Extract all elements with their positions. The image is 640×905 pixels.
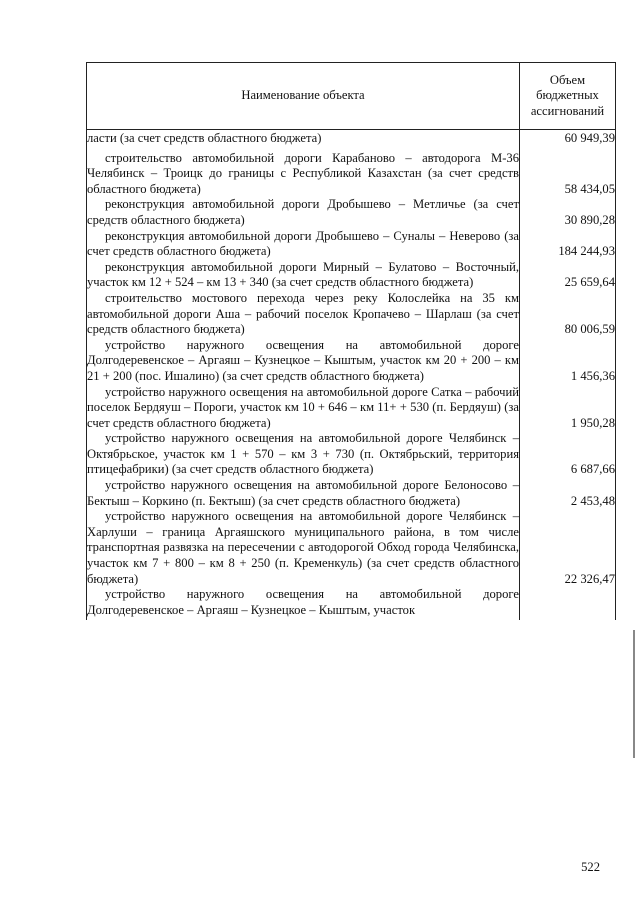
table-header-row [87,63,616,130]
amount-cell: 60 949,39 [520,130,616,151]
table-row [87,478,616,509]
amount-cell: 6 687,66 [520,431,616,478]
amount-cell: 25 659,64 [520,260,616,291]
header-object-name: Наименование объекта [87,63,520,130]
object-name-cell: строительство мостового перехода через реку Колослейка на 35 км автомобильной дороги Аша – рабочий поселок Кропачево – Шарлаш (за счет средств областного бюджета) [87,290,519,337]
table-row [87,197,616,228]
header-budget-allocations: Объем бюджетных ассигнований [520,63,616,130]
table-row [87,260,616,291]
amount-cell [520,587,616,620]
table-row [87,151,616,198]
amount-cell: 1 950,28 [520,385,616,432]
object-name-cell: реконструкция автомобильной дороги Мирный – Булатово – Восточный, участок км 12 + 524 – км 13 + 340 (за счет средств областного бюджета) [87,259,519,290]
amount-cell: 184 244,93 [520,229,616,260]
budget-table [86,62,616,620]
amount-cell: 22 326,47 [520,509,616,587]
page-number: 522 [581,860,600,874]
table-row [87,338,616,385]
object-name-cell: устройство наружного освещения на автомобильной дороге Челябинск – Харлуши – граница Аргаяшского муниципального района, в том числе транспортная развязка на пересечении с автодорогой Обход города Челябинска, участок км 7 + 800 – км 8 + 250 (п. Кременкуль) (за счет средств областного бюджета) [87,509,519,586]
amount-cell: 30 890,28 [520,197,616,228]
table-row [87,587,616,620]
scan-margin-line [633,630,635,758]
table-row [87,291,616,338]
amount-cell: 1 456,36 [520,338,616,385]
object-name-cell: устройство наружного освещения на автомобильной дороге Белоносово – Бектыш – Коркино (п. Бектыш) (за счет средств областного бюджета) [87,478,519,508]
table-row [87,130,616,151]
object-name-cell: реконструкция автомобильной дороги Дробышево – Суналы – Неверово (за счет средств областного бюджета) [87,228,519,259]
object-name-cell: реконструкция автомобильной дороги Дробышево – Метличье (за счет средств областного бюджета) [87,197,519,227]
object-name-cell: устройство наружного освещения на автомобильной дороге Долгодеревенское – Аргаяш – Кузнецкое – Кыштым, участок км 20 + 200 – км 21 + 200 (пос. Ишалино) (за счет средств областного бюджета) [87,337,519,383]
amount-cell: 80 006,59 [520,291,616,338]
object-name-cell: устройство наружного освещения на автомобильной дороге Сатка – рабочий поселок Бердяуш – Пороги, участок км 10 + 646 – км 11+ + 530 (п. Бердяуш) (за счет средств областного бюджета) [87,384,519,430]
object-name-cell: устройство наружного освещения на автомобильной дороге Челябинск – Октябрьское, участок км 1 + 570 – км 3 + 730 (п. Октябрьский, территория птицефабрики) (за счет средств областного бюджета) [87,431,519,477]
object-name-cell: строительство автомобильной дороги Карабаново – автодорога М-36 Челябинск – Троицк до границы с Республикой Казахстан (за счет средств областного бюджета) [87,150,519,196]
amount-cell: 58 434,05 [520,151,616,198]
table-row [87,431,616,478]
object-name-cell: устройство наружного освещения на автомобильной дороге Долгодеревенское – Аргаяш – Кузнецкое – Кыштым, участок [87,587,520,620]
table-row [87,509,616,587]
object-name-cell: ласти (за счет средств областного бюджета) [87,130,520,151]
amount-cell: 2 453,48 [520,478,616,509]
table-row [87,229,616,260]
table-row [87,385,616,432]
